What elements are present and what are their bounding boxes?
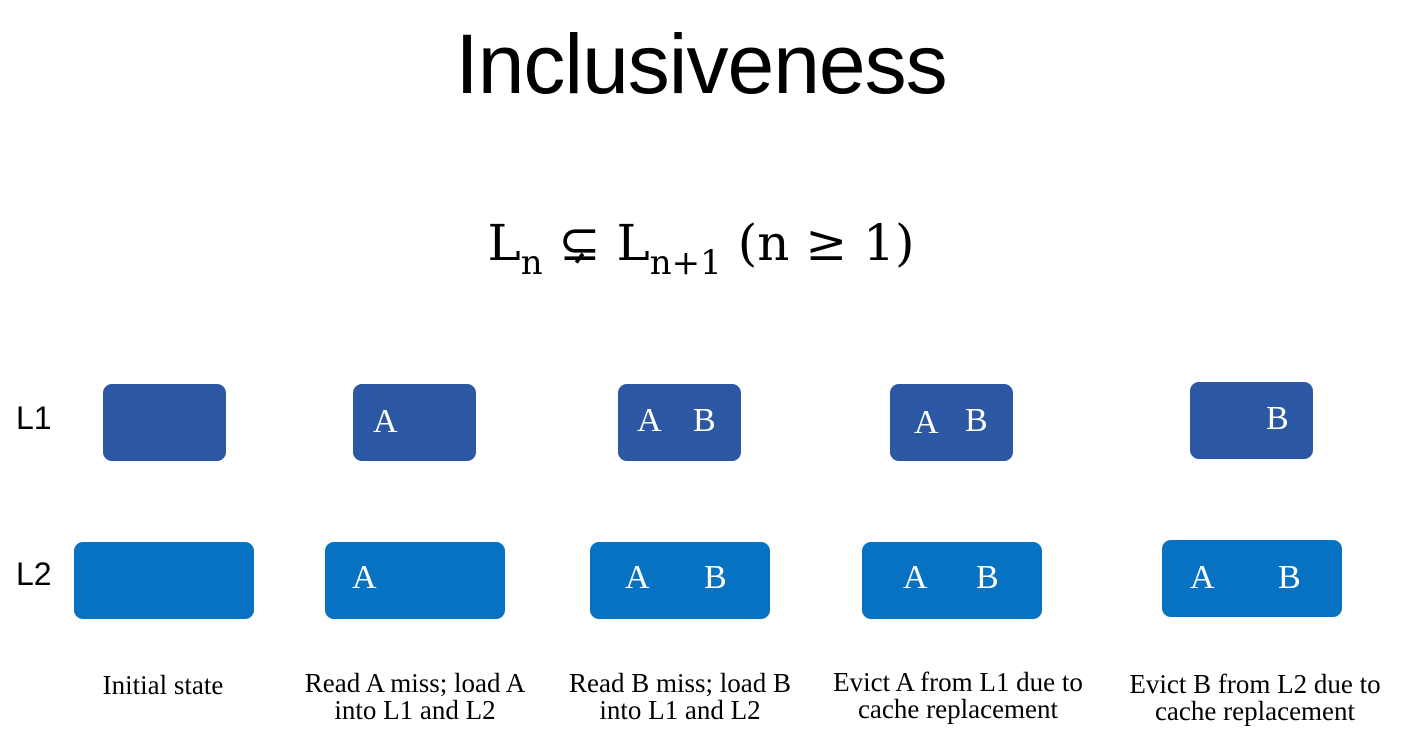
caption-line: Read A miss; load A <box>304 668 526 698</box>
block-a-label: A <box>903 559 928 596</box>
caption-initial-state <box>23 672 303 699</box>
block-b-label: B <box>965 402 988 439</box>
caption-read-b-miss <box>540 670 820 724</box>
l1-cache-box-read-a <box>353 384 476 461</box>
l2-cache-box-evict-a <box>862 542 1042 619</box>
caption-evict-b-from-l2 <box>1115 671 1395 725</box>
caption-line: Initial state <box>102 670 224 700</box>
caption-read-a-miss <box>275 670 555 724</box>
l1-cache-box-evict-b <box>1190 382 1313 459</box>
level-label-l2: L2 <box>16 556 52 592</box>
block-b-label: B <box>704 559 727 596</box>
l1-cache-box-read-b <box>618 384 741 461</box>
block-a-label: A <box>1190 559 1215 596</box>
caption-line: into L1 and L2 <box>334 695 496 725</box>
block-a-label: A <box>352 559 377 596</box>
block-b-label: B <box>693 402 716 439</box>
formula-left-base: L <box>487 214 521 272</box>
caption-line: cache replacement <box>1154 696 1356 726</box>
l1-cache-box-evict-a <box>890 384 1013 461</box>
block-a-label: A <box>637 402 662 439</box>
block-a-label: A <box>373 403 398 440</box>
l2-cache-box-read-a <box>325 542 505 619</box>
caption-evict-a-from-l1 <box>818 669 1098 723</box>
l1-cache-box-initial <box>103 384 226 461</box>
formula-condition: (n ≥ 1) <box>737 214 915 272</box>
block-b-label: B <box>976 559 999 596</box>
formula-right-subscript: n+1 <box>649 243 722 283</box>
caption-line: Evict A from L1 due to <box>833 667 1083 697</box>
block-b-label: B <box>1266 400 1289 437</box>
formula-right-base: L <box>616 214 650 272</box>
slide-title: Inclusiveness <box>455 17 947 111</box>
caption-line: Read B miss; load B <box>569 668 791 698</box>
caption-line: cache replacement <box>857 694 1059 724</box>
level-label-l1: L1 <box>16 400 52 436</box>
l2-cache-box-initial <box>74 542 254 619</box>
inclusion-formula <box>0 208 1402 283</box>
block-a-label: A <box>625 559 650 596</box>
block-a-label: A <box>914 404 939 441</box>
l2-cache-box-evict-b <box>1162 540 1342 617</box>
formula-left-subscript: n <box>520 243 543 283</box>
l2-cache-box-read-b <box>590 542 770 619</box>
formula-relation: ⊊ <box>558 214 601 272</box>
caption-line: Evict B from L2 due to <box>1129 669 1381 699</box>
caption-line: into L1 and L2 <box>599 695 761 725</box>
block-b-label: B <box>1278 559 1301 596</box>
